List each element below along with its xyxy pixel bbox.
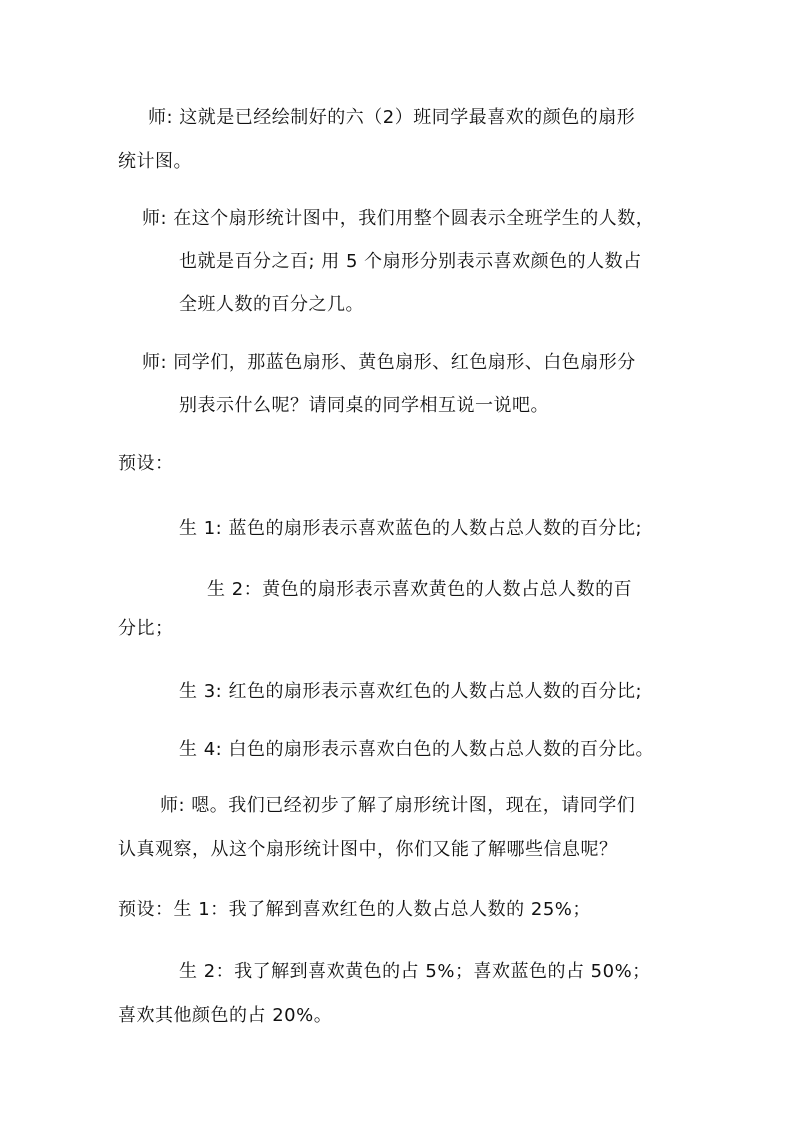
text-line: 生 2：黄色的扇形表示喜欢黄色的人数占总人数的百: [207, 579, 633, 600]
text-line: 喜欢其他颜色的占 20%。: [118, 1005, 333, 1026]
text-line: 生 2：我了解到喜欢黄色的占 5%；喜欢蓝色的占 50%；: [179, 961, 651, 982]
text-line: 别表示什么呢？请同桌的同学相互说一说吧。: [179, 395, 549, 416]
text-line: 认真观察，从这个扇形统计图中，你们又能了解哪些信息呢？: [118, 839, 618, 860]
text-line: 师: 同学们，那蓝色扇形、黄色扇形、红色扇形、白色扇形分: [142, 352, 636, 373]
text-line: 生 3: 红色的扇形表示喜欢红色的人数占总人数的百分比;: [179, 681, 643, 702]
text-line: 师: 嗯。我们已经初步了解了扇形统计图，现在，请同学们: [160, 795, 636, 816]
text-line: 师: 在这个扇形统计图中，我们用整个圆表示全班学生的人数，: [142, 208, 655, 229]
text-line: 生 4: 白色的扇形表示喜欢白色的人数占总人数的百分比。: [179, 739, 654, 760]
text-line: 生 1: 蓝色的扇形表示喜欢蓝色的人数占总人数的百分比;: [179, 518, 643, 539]
text-line: 分比；: [118, 618, 174, 639]
text-line: 师: 这就是已经绘制好的六（2）班同学最喜欢的颜色的扇形: [148, 107, 636, 128]
text-line: 全班人数的百分之几。: [179, 294, 364, 315]
text-line: 预设：: [118, 453, 174, 474]
text-line: 统计图。: [118, 151, 192, 172]
text-line: 预设：生 1：我了解到喜欢红色的人数占总人数的 25%；: [118, 899, 591, 920]
text-line: 也就是百分之百; 用 5 个扇形分别表示喜欢颜色的人数占: [179, 251, 642, 272]
